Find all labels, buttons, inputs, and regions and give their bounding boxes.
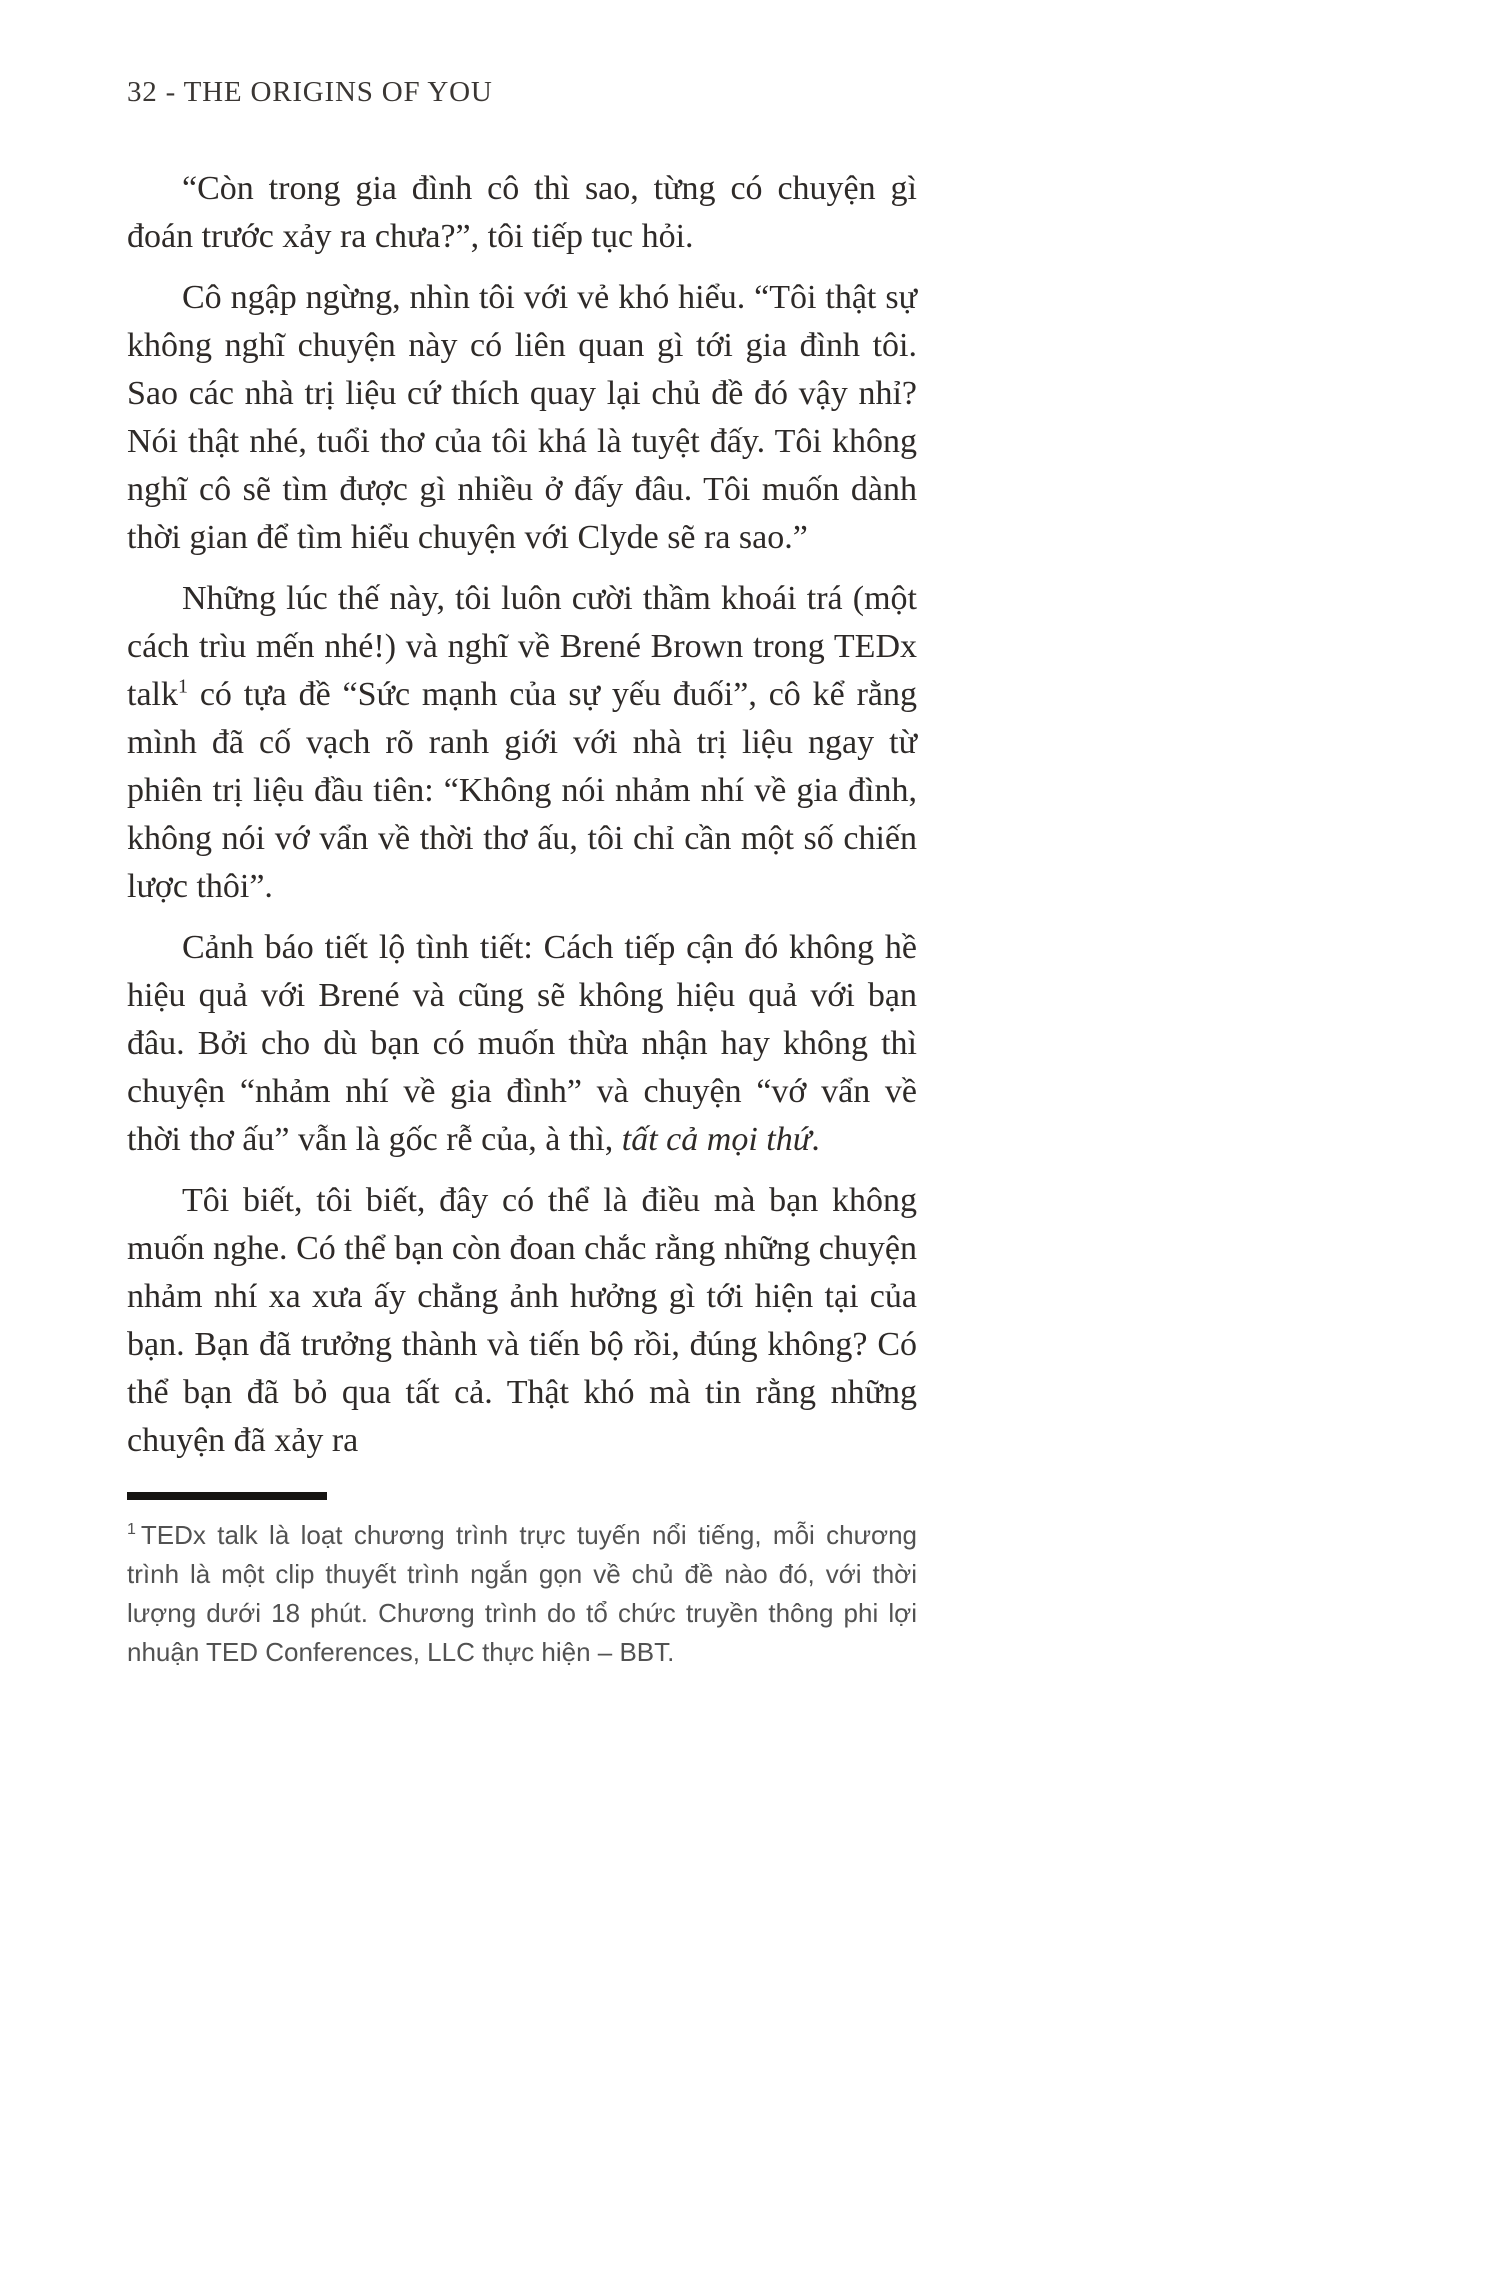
paragraph-text: Những lúc thế này, tôi luôn cười thầm khoái trá (một cách trìu mến nhé!) và nghĩ về Brené Brown trong TEDx talk — [127, 580, 917, 713]
italic-phrase: tất cả mọi thứ — [621, 1121, 812, 1158]
footnote-reference-marker: 1 — [177, 675, 188, 698]
paragraph — [127, 165, 917, 261]
paragraph — [127, 274, 917, 562]
footnote-marker: 1 — [127, 1521, 136, 1539]
page-header — [127, 76, 1499, 109]
page-body — [127, 165, 917, 1465]
paragraph — [127, 1177, 917, 1465]
paragraph-text: Tôi biết, tôi biết, đây có thể là điều mà bạn không muốn nghe. Có thể bạn còn đoan chắc rằng những chuyện nhảm nhí xa xưa ấy chẳng ảnh hưởng gì tới hiện tại của bạn. Bạn đã trưởng thành và tiến bộ rồi, đúng không? Có thể bạn đã bỏ qua tất cả. Thật khó mà tin rằng những chuyện đã xảy ra — [127, 1182, 917, 1459]
paragraph-text: Cô ngập ngừng, nhìn tôi với vẻ khó hiểu. “Tôi thật sự không nghĩ chuyện này có liên quan gì tới gia đình tôi. Sao các nhà trị liệu cứ thích quay lại chủ đề đó vậy nhỉ? Nói thật nhé, tuổi thơ của tôi khá là tuyệt đấy. Tôi không nghĩ cô sẽ tìm được gì nhiều ở đấy đâu. Tôi muốn dành thời gian để tìm hiểu chuyện với Clyde sẽ ra sao.” — [127, 279, 917, 556]
paragraph-text: có tựa đề “Sức mạnh của sự yếu đuối”, cô kể rằng mình đã cố vạch rõ ranh giới với nhà trị liệu ngay từ phiên trị liệu đầu tiên: “Không nói nhảm nhí về gia đình, không nói vớ vẩn về thời thơ ấu, tôi chỉ cần một số chiến lược thôi”. — [127, 676, 917, 905]
paragraph-text: “Còn trong gia đình cô thì sao, từng có chuyện gì đoán trước xảy ra chưa?”, tôi tiếp tục hỏi. — [127, 170, 917, 255]
footnote-text: TEDx talk là loạt chương trình trực tuyến nổi tiếng, mỗi chương trình là một clip thuyết trình ngắn gọn về chủ đề nào đó, với thời lượng dưới 18 phút. Chương trình do tổ chức truyền thông phi lợi nhuận TED Conferences, LLC thực hiện – BBT. — [127, 1520, 917, 1667]
footnote-divider — [127, 1492, 327, 1500]
paragraph-text: Cảnh báo tiết lộ tình tiết: Cách tiếp cận đó không hề hiệu quả với Brené và cũng sẽ không hiệu quả với bạn đâu. Bởi cho dù bạn có muốn thừa nhận hay không thì chuyện “nhảm nhí về gia đình” và chuyện “vớ vẩn về thời thơ ấu” vẫn là gốc rễ của, à thì, — [127, 929, 917, 1158]
paragraph — [127, 924, 917, 1164]
page-number-and-book-title: 32 - THE ORIGINS OF YOU — [127, 76, 493, 108]
paragraph — [127, 575, 917, 911]
footnote — [127, 1516, 917, 1672]
paragraph-text: . — [811, 1121, 820, 1158]
